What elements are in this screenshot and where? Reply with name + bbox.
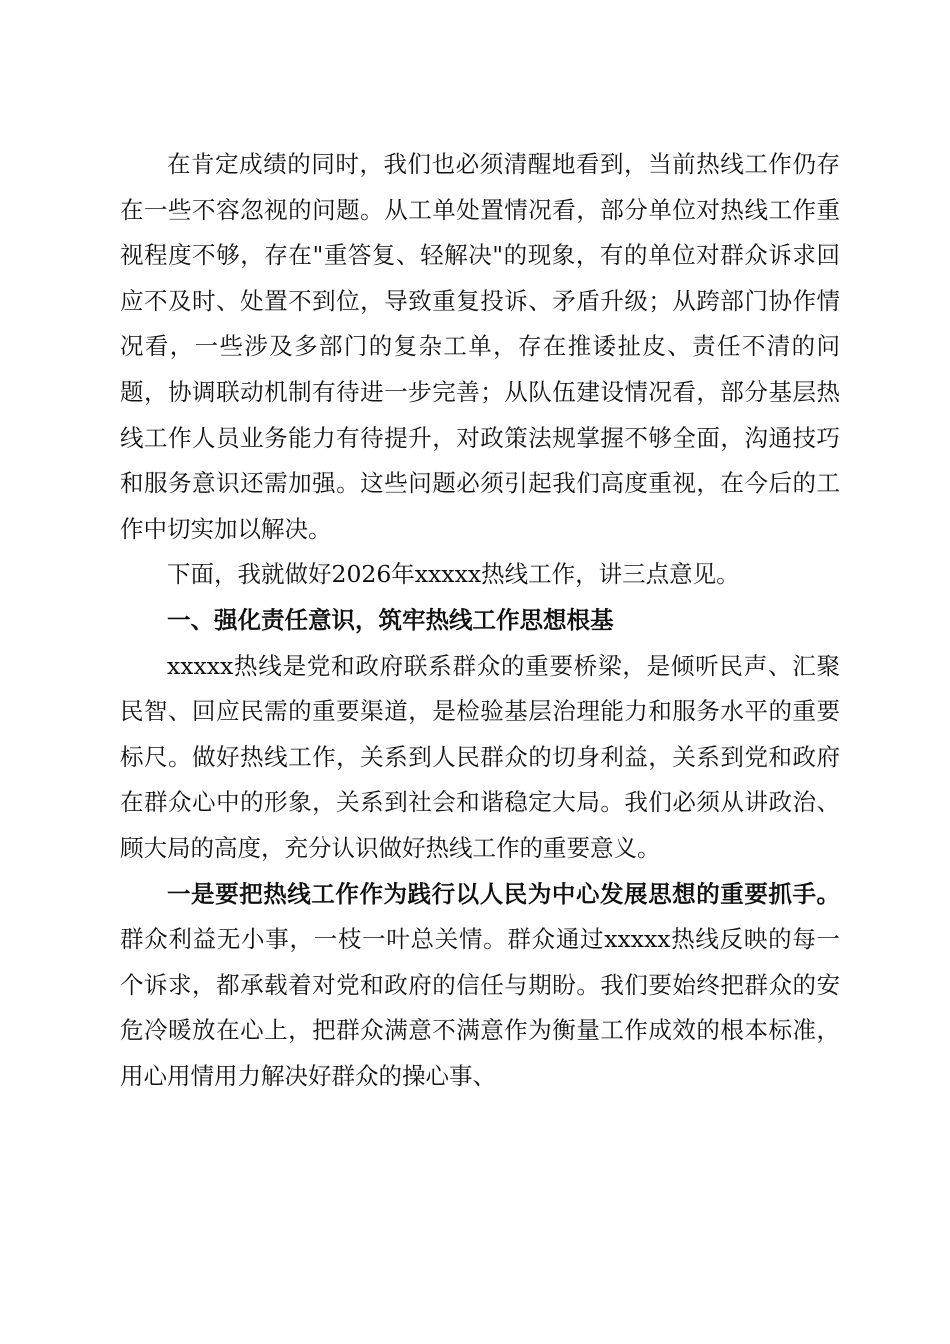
paragraph-problems-text: 在肯定成绩的同时，我们也必须清醒地看到，当前热线工作仍存在一些不容忽视的问题。从工单处置情况看，部分单位对热线工作重视程度不够，存在"重答复、轻解决"的现象，有的单位对群众诉求回应不及时、处置不到位，导致重复投诉、矛盾升级；从跨部门协作情况看，一些涉及多部门的复杂工单，存在推诿扯皮、责任不清的问题，协调联动机制有待进一步完善；从队伍建设情况看，部分基层热线工作人员业务能力有待提升，对政策法规掌握不够全面，沟通技巧和服务意识还需加强。这些问题必须引起我们高度重视，在今后的工作中切实加以解决。 bbox=[120, 150, 840, 543]
paragraph-intro-opinions bbox=[120, 552, 840, 598]
paragraph-point-one-lead: 一是要把热线工作作为践行以人民为中心发展思想的重要抓手。 bbox=[167, 879, 840, 908]
paragraph-problems bbox=[120, 142, 840, 552]
paragraph-hotline-importance-text: xxxxx热线是党和政府联系群众的重要桥梁，是倾听民声、汇聚民智、回应民需的重要渠道，是检验基层治理能力和服务水平的重要标尺。做好热线工作，关系到人民群众的切身利益，关系到党和政府在群众心中的形象，关系到社会和谐稳定大局。我们必须从讲政治、顾大局的高度，充分认识做好热线工作的重要意义。 bbox=[120, 651, 840, 862]
section-heading-1 bbox=[120, 598, 840, 644]
paragraph-intro-opinions-text: 下面，我就做好2026年xxxxx热线工作，讲三点意见。 bbox=[167, 560, 740, 589]
document-body bbox=[120, 142, 840, 1099]
section-heading-1-text: 一、强化责任意识，筑牢热线工作思想根基 bbox=[167, 605, 614, 634]
paragraph-point-one bbox=[120, 872, 840, 1100]
paragraph-hotline-importance bbox=[120, 644, 840, 872]
paragraph-point-one-text: 群众利益无小事，一枝一叶总关情。群众通过xxxxx热线反映的每一个诉求，都承载着对党和政府的信任与期盼。我们要始终把群众的安危冷暖放在心上，把群众满意不满意作为衡量工作成效的根本标准，用心用情用力解决好群众的操心事、 bbox=[120, 925, 840, 1090]
